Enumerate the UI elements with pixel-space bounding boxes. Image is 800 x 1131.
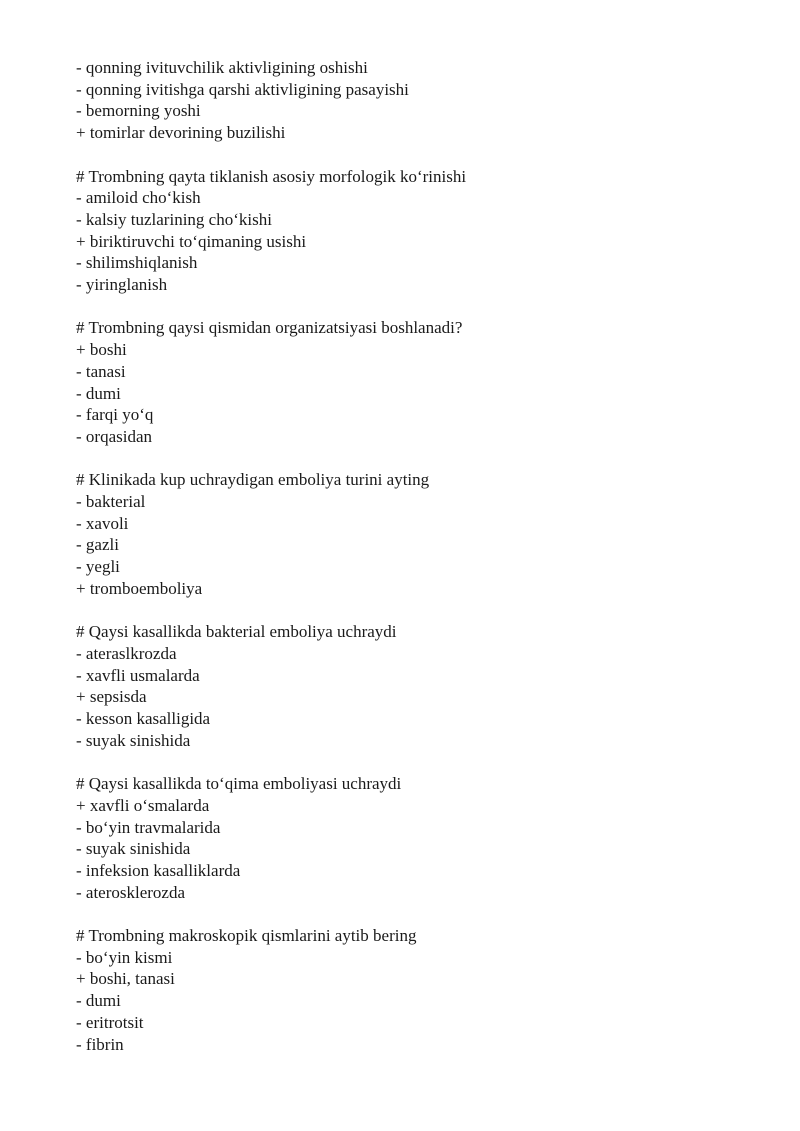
answer-option: - xavfli usmalarda [76, 665, 200, 685]
question-block [76, 317, 776, 447]
document-page [76, 57, 776, 1077]
answer-option: - bemorning yoshi [76, 101, 201, 121]
answer-option: - xavoli [76, 513, 129, 533]
question-block [76, 469, 776, 599]
question-text: # Trombning qaysi qismidan organizatsiyasi boshlanadi? [76, 318, 463, 338]
answer-option: - eritrotsit [76, 1012, 144, 1032]
answer-option: - suyak sinishida [76, 839, 191, 859]
answer-option: - kesson kasalligida [76, 709, 211, 729]
answer-option-correct: + xavfli o‘smalarda [76, 795, 210, 815]
answer-option: - kalsiy tuzlarining cho‘kishi [76, 209, 272, 229]
answer-option: - bo‘yin travmalarida [76, 817, 221, 837]
answer-option: - qonning ivitishga qarshi aktivligining pasayishi [76, 79, 409, 99]
question-block [76, 925, 776, 1055]
answer-option: - dumi [76, 383, 121, 403]
answer-option: - qonning ivituvchilik aktivligining oshishi [76, 58, 368, 77]
question-text: # Qaysi kasallikda bakterial emboliya uchraydi [76, 622, 397, 642]
answer-option-correct: + biriktiruvchi to‘qimaning usishi [76, 231, 307, 251]
answer-option: - fibrin [76, 1034, 124, 1054]
answer-option: - shilimshiqlanish [76, 253, 198, 273]
answer-option: - bakterial [76, 492, 146, 512]
question-block-continuation [76, 57, 776, 144]
answer-option-correct: + sepsisda [76, 687, 147, 707]
answer-option: - dumi [76, 991, 121, 1011]
answer-option: - yiringlanish [76, 275, 168, 295]
answer-option: - gazli [76, 535, 119, 555]
answer-option: - ateraslkrozda [76, 643, 177, 663]
question-block [76, 773, 776, 903]
question-text: # Qaysi kasallikda to‘qima emboliyasi uchraydi [76, 774, 402, 794]
answer-option: - orqasidan [76, 426, 153, 446]
answer-option-correct: + boshi [76, 340, 127, 360]
question-text: # Klinikada kup uchraydigan emboliya turini ayting [76, 470, 430, 490]
question-text: # Trombning qayta tiklanish asosiy morfologik ko‘rinishi [76, 166, 467, 186]
question-text: # Trombning makroskopik qismlarini aytib bering [76, 926, 417, 946]
answer-option: - infeksion kasalliklarda [76, 860, 241, 880]
question-block [76, 621, 776, 751]
answer-option: - aterosklerozda [76, 882, 186, 902]
answer-option: - bo‘yin kismi [76, 947, 173, 967]
answer-option-correct: + boshi, tanasi [76, 969, 175, 989]
answer-option: - farqi yo‘q [76, 405, 154, 425]
answer-option-correct: + tomirlar devorining buzilishi [76, 123, 286, 143]
question-block [76, 166, 776, 296]
answer-option: - amiloid cho‘kish [76, 188, 201, 208]
answer-option: - suyak sinishida [76, 730, 191, 750]
answer-option-correct: + tromboemboliya [76, 578, 203, 598]
answer-option: - tanasi [76, 361, 126, 381]
answer-option: - yegli [76, 557, 120, 577]
